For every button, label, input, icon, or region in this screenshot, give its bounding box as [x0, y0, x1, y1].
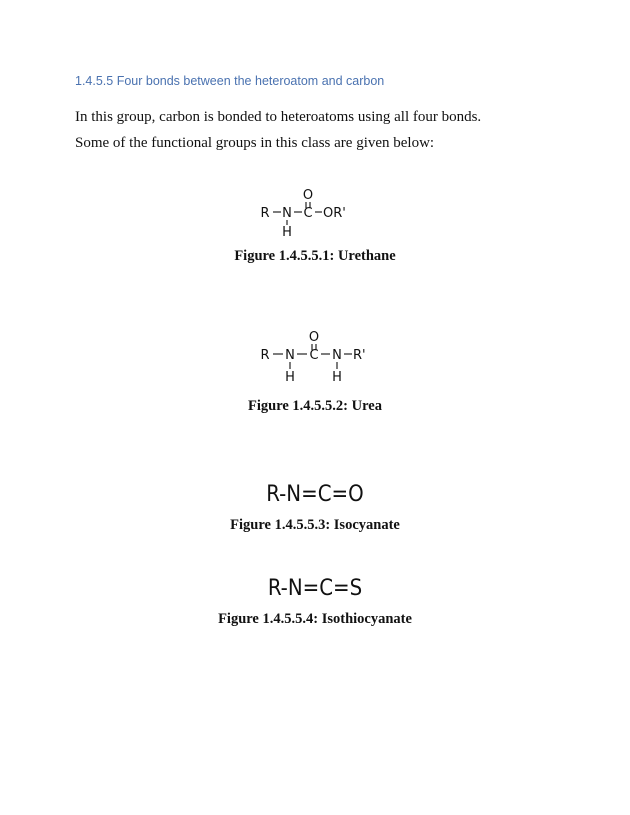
urea-h2: H — [332, 370, 342, 385]
urethane-n: N — [282, 206, 292, 221]
figure-caption-isothiocyanate: Figure 1.4.5.5.4: Isothiocyanate — [218, 611, 412, 627]
isocyanate-structure — [0, 478, 630, 508]
intro-paragraph-1: In this group, carbon is bonded to heteroatoms using all four bonds. — [75, 109, 482, 125]
urethane-o: O — [302, 188, 314, 203]
urea-structure — [0, 328, 630, 388]
urethane-r: R — [260, 206, 270, 221]
figure-caption-urea: Figure 1.4.5.5.2: Urea — [248, 398, 382, 414]
intro-paragraph-2: Some of the functional groups in this class are given below: — [75, 135, 435, 151]
section-heading: 1.4.5.5 Four bonds between the heteroatom and carbon — [75, 74, 385, 88]
isothiocyanate-svg — [255, 572, 375, 602]
urethane-or: OR' — [323, 206, 346, 221]
isothiocyanate-structure — [0, 572, 630, 602]
urethane-svg — [255, 186, 375, 238]
isothiocyanate-formula: R-N=C=S — [267, 576, 363, 601]
isocyanate-formula: R-N=C=O — [266, 482, 364, 507]
urea-o: O — [308, 330, 320, 345]
urethane-c: C — [303, 206, 313, 221]
urea-n1: N — [285, 348, 295, 363]
urethane-structure — [0, 186, 630, 238]
isocyanate-svg — [255, 478, 375, 508]
urea-c: C — [309, 348, 319, 363]
figure-caption-isocyanate: Figure 1.4.5.5.3: Isocyanate — [230, 517, 400, 533]
urea-r2: R' — [353, 348, 366, 363]
figure-caption-urethane: Figure 1.4.5.5.1: Urethane — [234, 248, 396, 264]
urethane-h: H — [282, 225, 292, 238]
urea-n2: N — [332, 348, 342, 363]
urea-r: R — [260, 348, 270, 363]
urea-h1: H — [285, 370, 295, 385]
urea-svg — [255, 328, 375, 388]
